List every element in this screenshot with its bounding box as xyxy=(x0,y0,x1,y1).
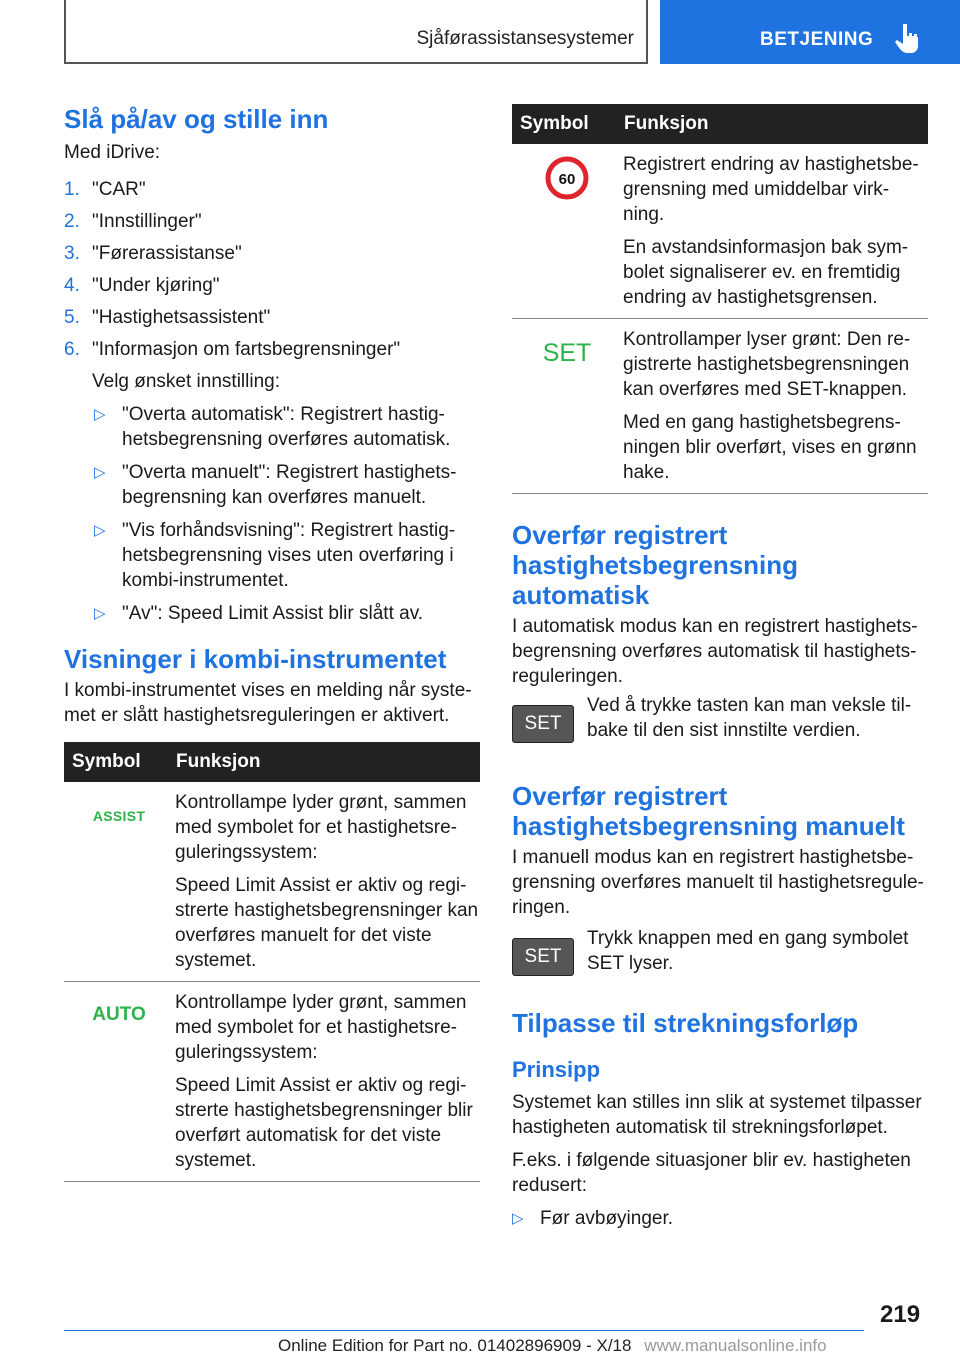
heading-transfer-auto: Overfør registrert hastighetsbegrensning automatisk xyxy=(512,520,799,610)
table-header xyxy=(512,104,928,144)
manual-set-block xyxy=(512,928,928,992)
list-item: 4. "Under kjøring" xyxy=(64,275,220,296)
triangle-bullet-icon: ▷ xyxy=(94,605,106,622)
col-function: Funksjon xyxy=(622,104,928,144)
row-text: Registrert endring av hastighetsbe-grensning med umiddelbar virk-ning. xyxy=(623,154,919,225)
right-column xyxy=(512,104,928,1231)
symbol-table-right xyxy=(512,104,928,494)
header-section-title: Sjåførassistansesystemer xyxy=(416,28,634,49)
row-text: Kontrollamper lyser grønt: Den re-gistrerte hastighetsbegrensningen kan overføres med SET-knappen. xyxy=(623,329,911,400)
manual-text: I manuell modus kan en registrert hastighetsbe-grensning overføres manuelt til hastighetsregule-ringen. xyxy=(512,847,924,918)
table-row xyxy=(512,319,928,494)
steps-list xyxy=(64,177,480,369)
list-item: 3. "Førerassistanse" xyxy=(64,243,242,264)
list-item: ▷ Før avbøyinger. xyxy=(512,1208,674,1229)
list-item: 5. "Hastighetsassistent" xyxy=(64,307,271,328)
row-text: Kontrollampe lyder grønt, sammen med symbolet for et hastighetsre-guleringssystem: xyxy=(175,792,467,863)
auto-set-text: Ved å trykke tasten kan man veksle til-bake til den sist innstilte verdien. xyxy=(587,695,912,741)
set-green-symbol-icon: SET xyxy=(542,339,592,367)
col-symbol: Symbol xyxy=(64,742,174,782)
assist-symbol-icon: ASSIST xyxy=(92,808,146,824)
list-item: ▷ "Overta automatisk": Registrert hastig-hetsbegrensning overføres automatisk. xyxy=(94,404,451,450)
row-text: Speed Limit Assist er aktiv og regi-strerte hastighetsbegrensninger kan overføres manuelt for det viste systemet. xyxy=(175,875,479,971)
idrive-text: Med iDrive: xyxy=(64,142,161,163)
row-text: En avstandsinformasjon bak sym-bolet signaliserer ev. en fremtidig endring av hastighetsgrensen. xyxy=(623,237,909,308)
triangle-bullet-icon: ▷ xyxy=(94,406,106,423)
symbol-table-left xyxy=(64,742,480,1182)
display-text: I kombi-instrumentet vises en melding når syste-met er slått hastighetsreguleringen er aktivert. xyxy=(64,680,472,726)
row-text: Med en gang hastighetsbegrens-ningen blir overført, vises en grønn hake. xyxy=(623,412,917,483)
list-item: ▷ "Overta manuelt": Registrert hastighets-begrensning kan overføres manuelt. xyxy=(94,462,457,508)
options-list xyxy=(64,402,480,626)
col-function: Funksjon xyxy=(174,742,480,782)
heading-adapt: Tilpasse til strekningsforløp xyxy=(512,1008,859,1038)
list-item: ▷ "Vis forhåndsvisning": Registrert hastig-hetsbegrensning vises uten overføring i kombi-instrumentet. xyxy=(94,520,456,591)
choose-text: Velg ønsket innstilling: xyxy=(92,371,280,392)
list-item: 2. "Innstillinger" xyxy=(64,211,202,232)
list-item: 6. "Informasjon om fartsbegrensninger" xyxy=(64,339,401,360)
table-row xyxy=(64,782,480,982)
example-text: F.eks. i følgende situasjoner blir ev. hastigheten redusert: xyxy=(512,1150,911,1196)
auto-symbol-icon: AUTO xyxy=(92,1004,146,1025)
auto-set-block xyxy=(512,695,928,759)
header-section-box xyxy=(64,0,648,64)
left-column xyxy=(64,104,480,1182)
footer-site: www.manualsonline.info xyxy=(644,1336,827,1355)
triangle-bullet-icon: ▷ xyxy=(94,464,106,481)
page-number: 219 xyxy=(880,1301,921,1328)
table-header xyxy=(64,742,480,782)
list-item: 1. "CAR" xyxy=(64,179,146,200)
auto-text: I automatisk modus kan en registrert hastighets-begrensning overføres automatisk til hastighets-reguleringen. xyxy=(512,616,918,687)
table-row xyxy=(512,144,928,319)
heading-transfer-manual: Overfør registrert hastighetsbegrensning manuelt xyxy=(512,781,905,841)
row-text: Kontrollampe lyder grønt, sammen med symbolet for et hastighetsre-guleringssystem: xyxy=(175,992,467,1063)
set-button-icon: SET xyxy=(512,938,574,976)
header-chapter-title: BETJENING xyxy=(760,29,874,50)
footer-edition: Online Edition for Part no. 01402896909 - X/18 www.manualsonline.info xyxy=(278,1336,827,1355)
triangle-bullet-icon: ▷ xyxy=(512,1210,524,1227)
footer-divider xyxy=(64,1330,864,1331)
table-row xyxy=(64,982,480,1182)
heading-display: Visninger i kombi-instrumentet xyxy=(64,644,447,674)
row-text: Speed Limit Assist er aktiv og regi-strerte hastighetsbegrensninger blir overført automatisk for det viste systemet. xyxy=(175,1075,473,1171)
set-button-icon: SET xyxy=(512,705,574,743)
principle-text: Systemet kan stilles inn slik at systemet tilpasser hastigheten automatisk til strekningsforløpet. xyxy=(512,1092,922,1138)
col-symbol: Symbol xyxy=(512,104,622,144)
speed-limit-sign-icon xyxy=(545,156,589,200)
header-chapter-tab xyxy=(660,0,960,64)
hand-pointer-icon xyxy=(892,22,924,54)
heading-principle: Prinsipp xyxy=(512,1057,601,1082)
manual-set-text: Trykk knappen med en gang symbolet SET lyser. xyxy=(587,928,909,974)
svg-text:60: 60 xyxy=(558,171,576,188)
list-item: ▷ "Av": Speed Limit Assist blir slått av. xyxy=(94,603,424,624)
heading-settings: Slå på/av og stille inn xyxy=(64,104,329,134)
triangle-bullet-icon: ▷ xyxy=(94,522,106,539)
